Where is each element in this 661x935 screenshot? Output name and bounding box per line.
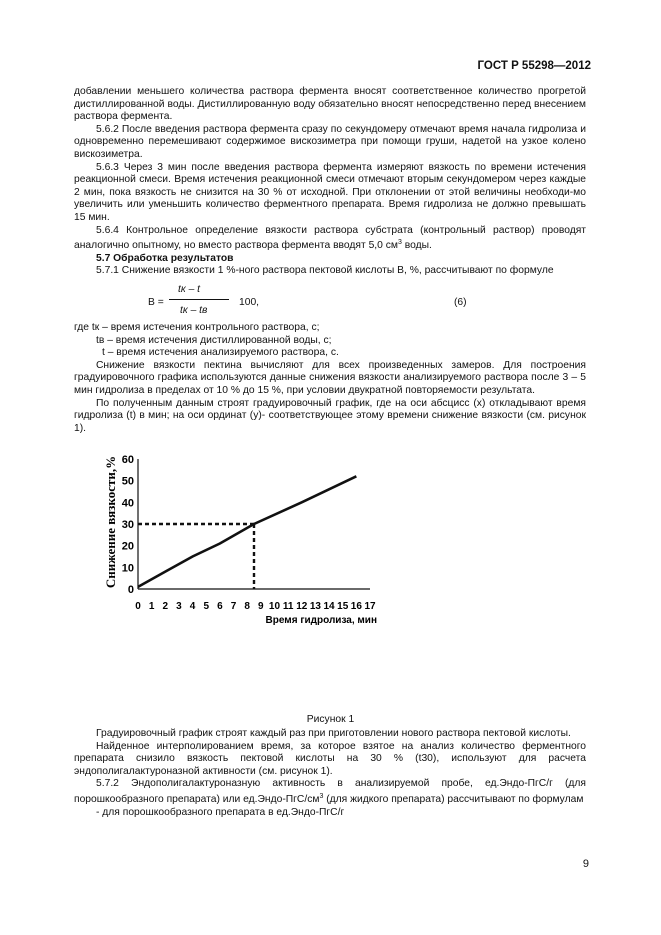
paragraph-5-6-2: 5.6.2 После введения раствора фермента сразу по секундомеру отмечают время начала гидролиза и одновременно перемешивают содержимое вискозиметра при помощи груши, надетой на узкое колено вискозиметра. [74, 123, 586, 160]
paragraph-interp: Найденное интерполированием время, за которое взятое на анализ количество ферментного препарата снизило вязкость пектовой кислоты на 30 % (t30), используют для расчета эндополигалактуроназной активности (см. рисунок 1). [74, 740, 586, 777]
x-tick-label: 0 [135, 601, 141, 612]
paragraph-5-7-2: 5.7.2 Эндополигалактуроназную активность в анализируемой пробе, ед.Эндо-ПгС/г (для порошкообразного препарата) или $ед.Эндо-ПгС/см^3$ (для жидкого препарата) рассчитывают по формулам [74, 778, 586, 805]
y-tick-labels [122, 454, 134, 596]
x-tick-label: 7 [230, 601, 237, 612]
formula-multiplier: 100, [239, 297, 260, 308]
x-tick-label: 13 [309, 601, 321, 612]
paragraph-powder: - для порошкообразного препарата в ед.Эндо-ПгС/г [96, 806, 345, 818]
paragraph-5-7-1: 5.7.1 Снижение вязкости 1 %-ного раствора пектовой кислоты В, %, рассчитывают по формуле [96, 265, 554, 277]
x-tick-label: 16 [350, 601, 362, 612]
x-tick-label: 17 [364, 601, 376, 612]
figure-caption: Рисунок 1 [306, 714, 355, 725]
formula-6 [74, 282, 586, 322]
y-tick-label: 20 [121, 540, 134, 553]
body-top [74, 86, 586, 278]
y-tick-label: 0 [127, 584, 134, 596]
x-tick-label: 11 [282, 601, 294, 612]
y-tick-label: 40 [121, 497, 134, 510]
x-tick-label: 5 [203, 601, 210, 612]
x-tick-label: 1 [148, 601, 155, 612]
y-axis-label: Снижение вязкости,% [102, 455, 118, 589]
x-tick-label: 8 [244, 601, 250, 612]
paragraph-calc: Снижение вязкости пектина вычисляют для всех произведенных замеров. Для построения градуировочного графика используются данные снижения вязкости анализируемого раствора после 3 – 5 мин гидролиза в пределах от 10 % до 15 %, при условии двукратной повторяемости результата. [74, 359, 586, 396]
definition-tv: tв – время истечения дистиллированной воды, с; [96, 334, 332, 346]
formula-denominator: tк – tв [180, 305, 208, 316]
x-tick-label: 10 [268, 601, 281, 612]
formula-lhs: В = [148, 297, 164, 308]
y-tick-label: 50 [121, 475, 134, 488]
paragraph-5-6-4: 5.6.4 Контрольное определение вязкости раствора субстрата (контрольный раствор) проводят аналогично опытному, но вместо раствора фермента вводят 5,0 $см^3$ воды. [74, 224, 586, 252]
paragraph-rebuild: Градуировочный график строят каждый раз при приготовлении нового раствора пектовой кислоты. [96, 728, 571, 739]
y-tick-label: 60 [121, 454, 134, 466]
document-header: ГОСТ Р 55298—2012 [477, 60, 591, 72]
y-tick-label: 30 [121, 519, 134, 531]
section-heading-5-7: 5.7 Обработка результатов [96, 252, 234, 264]
definition-tk: где tк – время истечения контрольного раствора, с; [74, 322, 320, 333]
paragraph: добавлении меньшего количества раствора фермента вносят соответственное количество прогретой дистиллированной воды. Дистиллированную воду обязательно вносят непосредственно перед внесением раствора фермента. [74, 86, 586, 123]
paragraph-graph: По полученным данным строят градуировочный график, где на оси абсцисс (x) откладывают время гидролиза (t) в мин; на оси ординат (y)- соответствующее этому времени снижение вязкости (см. рисунок 1). [74, 397, 586, 434]
x-tick-label: 2 [162, 601, 169, 612]
paragraph-5-6-3: 5.6.3 Через 3 мин после введения раствора фермента измеряют вязкость по времени истечения реакционной смеси. Время истечения реакционной смеси отмечают вторым секундомером через каждые 2 мин, пока вязкость не снизится на 30 % от исходной. При отклонении от этой величины необходи-мо увеличить или уменьшить количество ферментного препарата. Время гидролиза не должно превышать 15 мин. [74, 161, 586, 223]
x-tick-label: 6 [217, 601, 223, 612]
x-axis-label: Время гидролиза, мин [265, 615, 378, 626]
formula-number: (6) [454, 297, 467, 308]
x-tick-label: 14 [323, 601, 335, 612]
x-tick-label: 9 [258, 601, 264, 612]
x-tick-label: 15 [337, 601, 349, 612]
calibration-chart [98, 450, 398, 635]
series-line [138, 476, 356, 586]
page-number: 9 [582, 858, 589, 870]
x-tick-label: 3 [176, 601, 182, 612]
body-bottom [74, 728, 586, 819]
definitions [74, 322, 586, 435]
fraction-bar [169, 299, 229, 300]
definition-t: t – время истечения анализируемого раствора, с. [102, 347, 339, 359]
x-tick-label: 12 [296, 601, 308, 612]
formula-block [74, 282, 586, 322]
x-tick-labels [135, 601, 376, 612]
x-tick-label: 4 [189, 601, 196, 612]
y-tick-label: 10 [121, 562, 134, 575]
formula-numerator: tк – t [178, 284, 201, 295]
